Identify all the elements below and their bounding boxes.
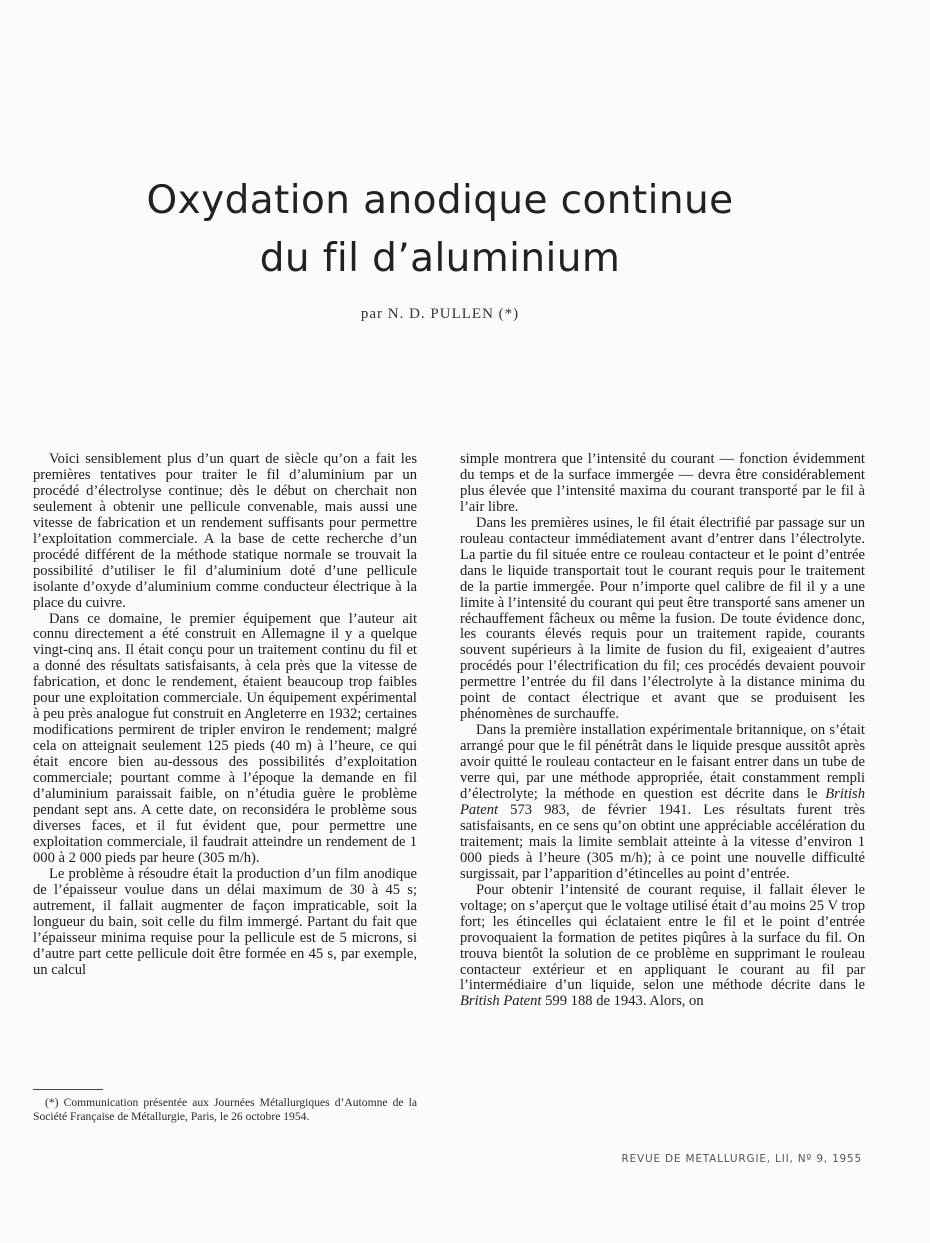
paragraph: Dans ce domaine, le premier équipement que l’auteur ait connu directement a été construit en Allemagne il y a quelque vingt-cinq ans. Il était conçu pour un traitement continu du fil et a donné des résultats satisfaisants, à cela près que la vitesse de fabrication, et donc le rendement, étaient beaucoup trop faibles pour une exploitation commerciale. Un équipement expérimental à peu près analogue fut construit en Angleterre en 1932; certaines modifications permirent de tripler environ le rendement; malgré cela on atteignait seulement 125 pieds (40 m) à l’heure, ce qui était encore bien au-dessous des possibilités d’exploitation commerciale; pourtant comme à l’époque la demande en fil d’aluminium paraissait faible, on n’étudia guère le problème pendant sept ans. A cette date, on reconsidéra le problème sous diverses faces, et il fut évident que, pour permettre une exploitation commerciale, il faudrait atteindre un rendement de 1 000 à 2 000 pieds par heure (305 m/h). bbox=[33, 610, 417, 866]
paragraph-continued: simple montrera que l’intensité du courant — fonction évidemment du temps et de la surface immergée — devra être considérablement plus élevée que l’intensité maxima du courant transporté par le fil à l’air libre. bbox=[460, 451, 865, 515]
paragraph: Dans les premières usines, le fil était électrifié par passage sur un rouleau contacteur immédiatement avant d’entrer dans l’électrolyte. La partie du fil située entre ce rouleau contacteur et le point d’entrée dans le liquide transportait tout le courant requis pour le traitement de la partie immergée. Pour n’importe quel calibre de fil il y a une limite à l’intensité du courant qui peut être transporté sans amener un réchauffement fâcheux ou même la fusion. De toute évidence donc, les courants élevés requis pour un traitement rapide, courants souvent supérieurs à la limite de fusion du fil, exigeaient d’autres procédés pour l’électrification du fil; ces procédés devaient pouvoir permettre l’entrée du fil dans l’électrolyte à la distance minima du point de contact électrique et avant que se produisent les phénomènes de surchauffe. bbox=[460, 514, 865, 723]
text-run: Dans la première installation expérimentale britannique, on s’était arrangé pour que le fil pénétrât dans le liquide presque aussitôt après avoir quitté le rouleau contacteur en le faisant entrer dans un tube de verre qui, par une méthode appropriée, était constamment rempli d’électrolyte; la méthode en question est décrite dans le bbox=[460, 722, 865, 803]
patent-reference: British Patent bbox=[460, 993, 542, 1010]
paragraph: Voici sensiblement plus d’un quart de siècle qu’on a fait les premières tentatives pour traiter le fil d’aluminium par un procédé d’électrolyse continue; dès le début on cherchait non seulement à obtenir une pellicule convenable, mais aussi une vitesse de fabrication et un rendement suffisants pour permettre l’exploitation commerciale. A la base de cette recherche d’un procédé différent de la méthode statique normale se trouvait la possibilité d’utiliser le fil d’aluminium doté d’une pellicule isolante d’oxyde d’aluminium comme conducteur électrique à la place du cuivre. bbox=[33, 451, 417, 611]
paragraph: Le problème à résoudre était la production d’un film anodique de l’épaisseur voulue dans un délai maximum de 30 à 45 s; autrement, il fallait augmenter de façon impraticable, soit la longueur du bain, soit celle du film immergé. Partant du fait que l’épaisseur minima requise pour la pellicule est de 5 microns, si d’autre part cette pellicule doit être formée en 45 s, par exemple, un calcul bbox=[33, 865, 417, 978]
right-column bbox=[460, 452, 865, 1010]
title-line-2: du fil d’aluminium bbox=[259, 236, 621, 281]
article-title bbox=[0, 172, 880, 288]
footnote-text: (*) Communication présentée aux Journées Métallurgiques d’Automne de la Société Française de Métallurgie, Paris, le 26 octobre 1954. bbox=[33, 1096, 417, 1123]
text-run: 599 188 de 1943. Alors, on bbox=[541, 993, 704, 1010]
text-run: Pour obtenir l’intensité de courant requise, il fallait élever le voltage; on s’aperçut que le voltage utilisé était d’au moins 25 V trop fort; les étincelles qui éclataient entre le fil et le point d’entrée provoquaient la formation de petites piqûres à la surface du fil. On trouva bientôt la solution de ce problème en supprimant le rouleau contacteur extérieur et en appliquant le courant au fil par l’intermédiaire d’un liquide, selon une méthode décrite dans le bbox=[460, 881, 865, 994]
title-line-1: Oxydation anodique continue bbox=[146, 178, 734, 223]
paragraph bbox=[460, 883, 865, 1011]
patent-reference: British Patent bbox=[460, 786, 865, 818]
left-column bbox=[33, 452, 417, 978]
footnote bbox=[33, 1096, 417, 1123]
footnote-rule bbox=[33, 1089, 103, 1090]
author-byline: par N. D. PULLEN (*) bbox=[360, 306, 520, 322]
text-run: 573 983, de février 1941. Les résultats furent très satisfaisants, en ce sens qu’on obtint une appréciable accélération du traitement; mais la limite semblait atteinte à la vitesse d’environ 1 000 pieds à l’heure (305 m/h); à ce point une nouvelle difficulté surgissait, par l’apparition d’étincelles au point d’entrée. bbox=[460, 801, 865, 882]
paragraph bbox=[460, 723, 865, 883]
running-footer: REVUE DE METALLURGIE, LII, Nº 9, 1955 bbox=[621, 1153, 862, 1165]
